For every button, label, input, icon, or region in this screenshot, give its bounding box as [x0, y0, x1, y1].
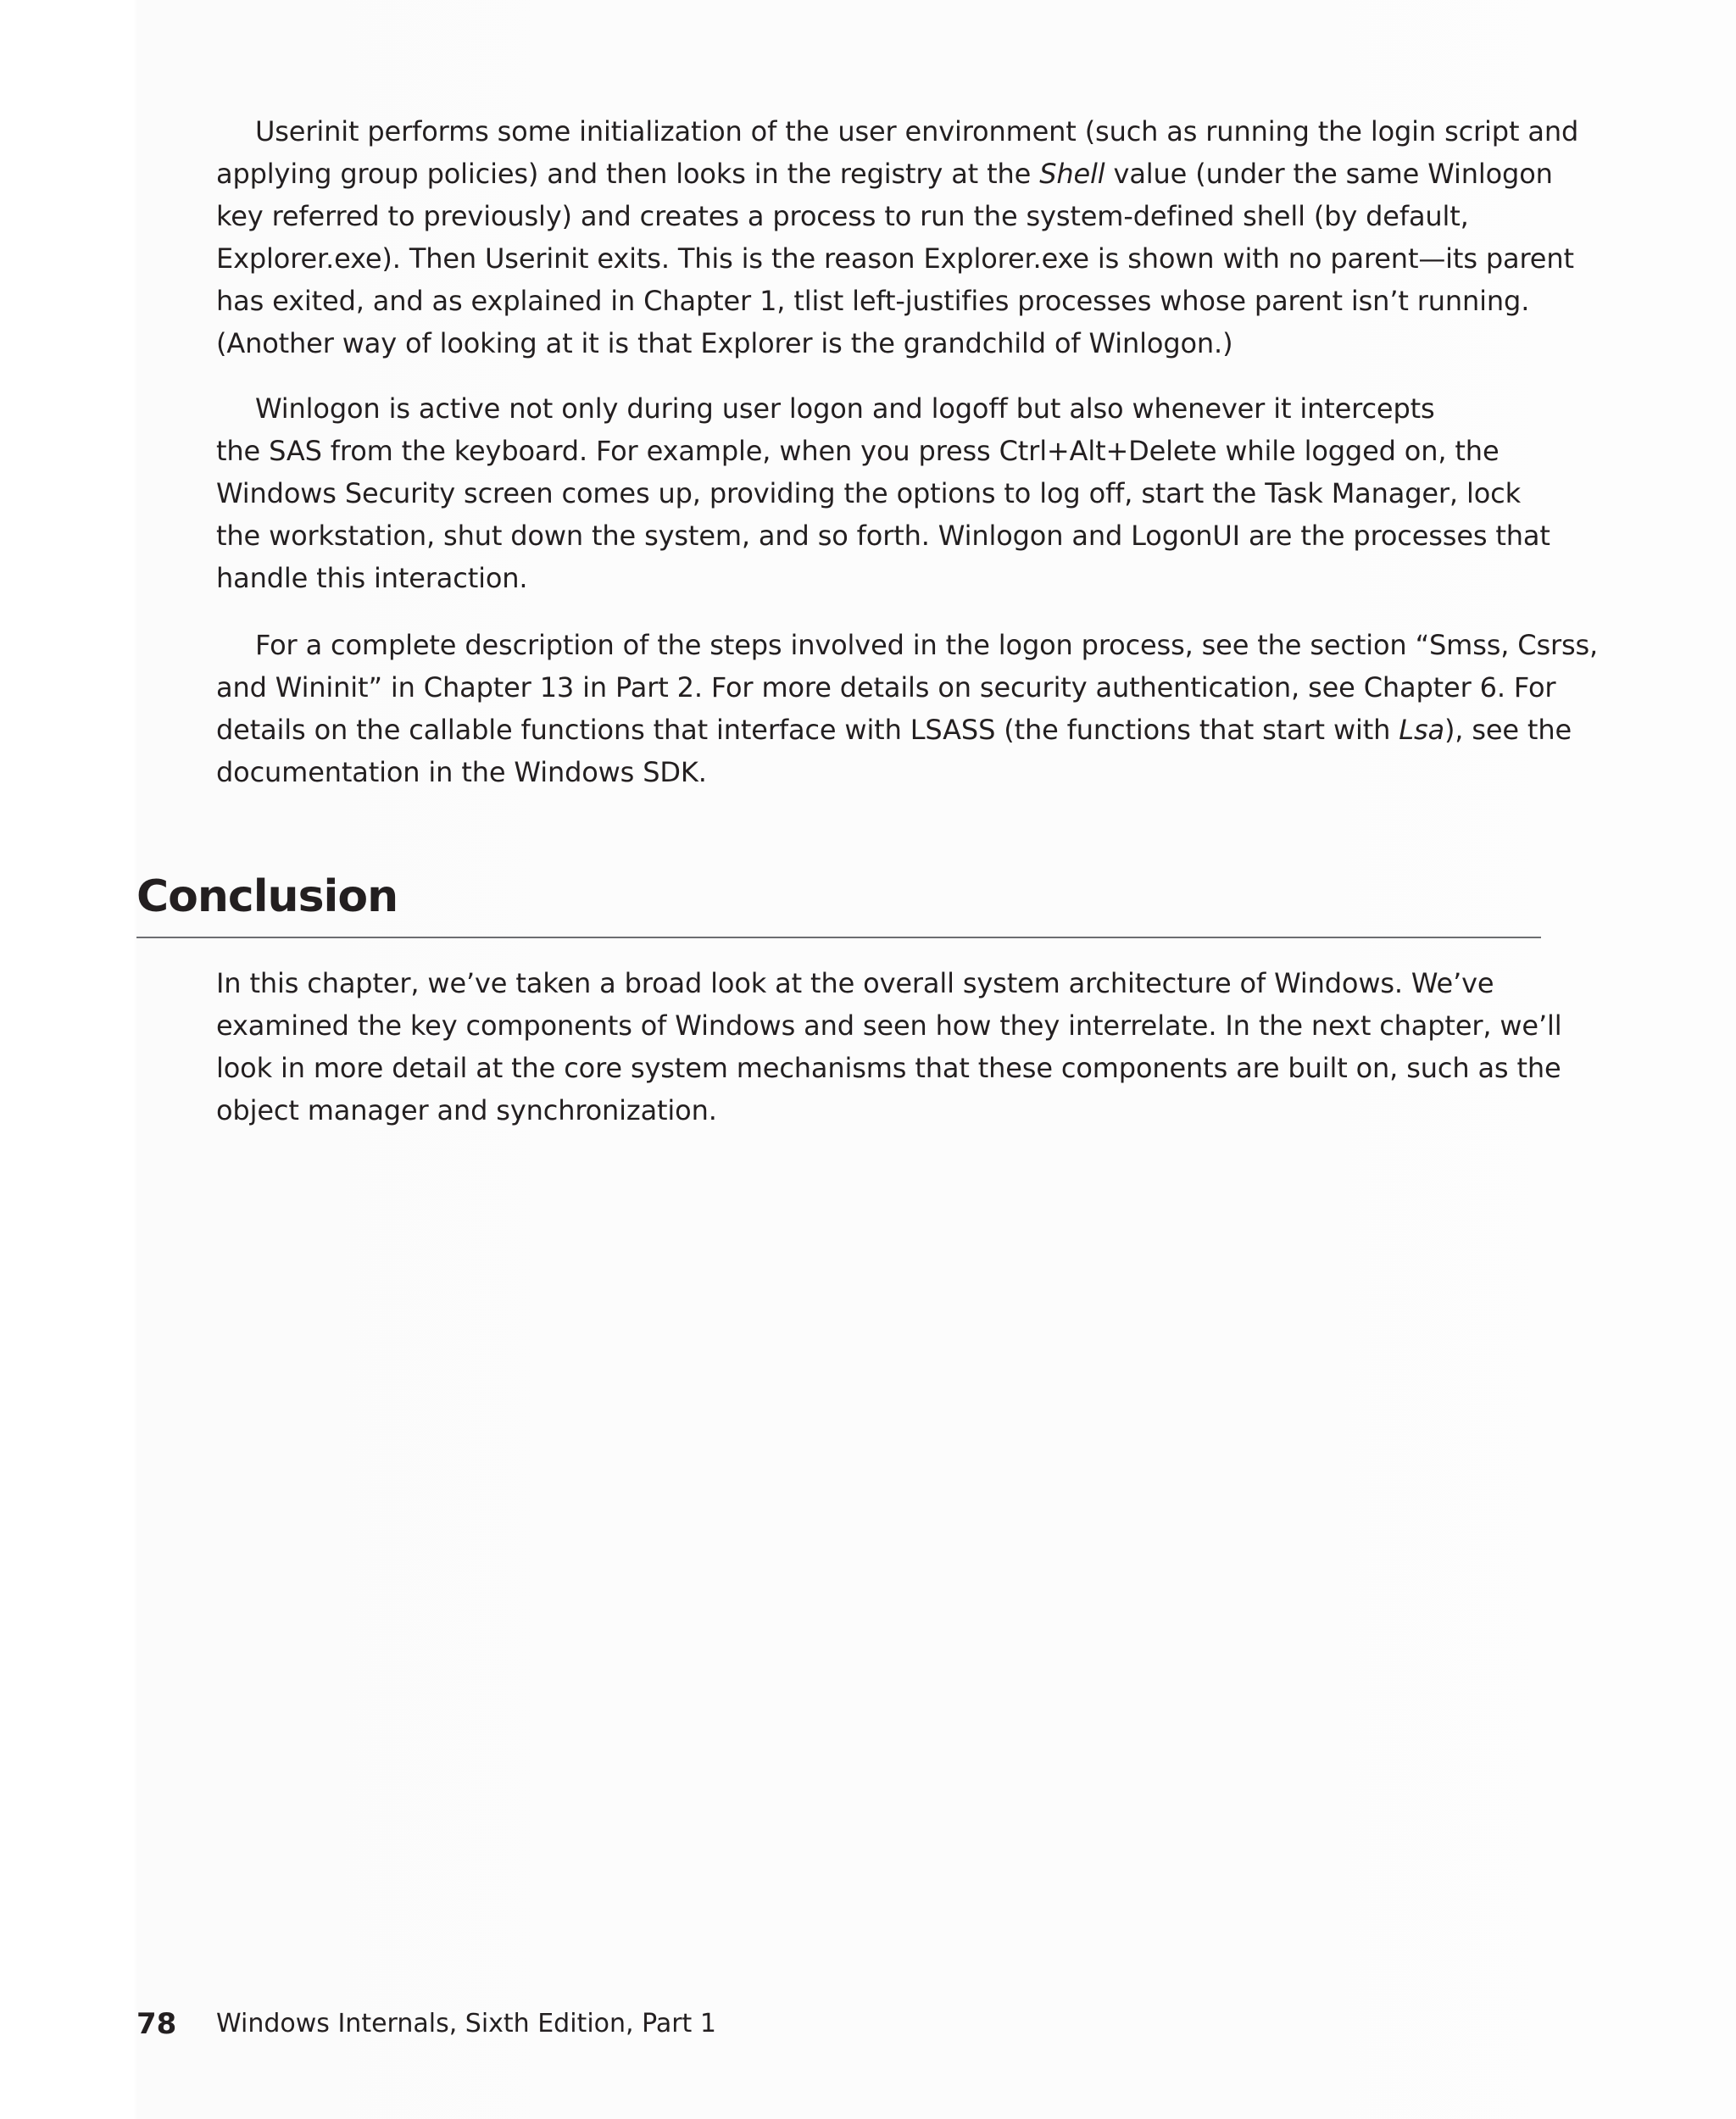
paragraph-userinit	[216, 110, 1579, 364]
text-line: object manager and synchronization.	[216, 1094, 717, 1126]
text-line: Explorer.exe). Then Userinit exits. This is the reason Explorer.exe is shown with no parent—its parent	[216, 242, 1574, 275]
text-run: applying group policies) and then looks in the registry at the	[216, 158, 1040, 190]
text-line: handle this interaction.	[216, 562, 528, 594]
page-footer	[0, 2003, 1736, 2045]
text-line	[216, 709, 1572, 751]
text-line: has exited, and as explained in Chapter 1, tlist left-justifies processes whose parent isn’t running.	[216, 285, 1530, 317]
text-line: Windows Security screen comes up, providing the options to log off, start the Task Manager, lock	[216, 477, 1521, 509]
text-line: In this chapter, we’ve taken a broad look at the overall system architecture of Windows. We’ve	[216, 967, 1494, 999]
text-line: the SAS from the keyboard. For example, when you press Ctrl+Alt+Delete while logged on, the	[216, 435, 1500, 467]
text-line	[216, 153, 1553, 195]
text-line: examined the key components of Windows and seen how they interrelate. In the next chapter, we’ll	[216, 1009, 1562, 1042]
paragraph-winlogon	[216, 387, 1550, 599]
text-line: and Wininit” in Chapter 13 in Part 2. For more details on security authentication, see Chapter 6. For	[216, 671, 1556, 704]
italic-term-shell: Shell	[1039, 158, 1105, 190]
text-line: (Another way of looking at it is that Explorer is the grandchild of Winlogon.)	[216, 327, 1233, 359]
text-line: the workstation, shut down the system, and so forth. Winlogon and LogonUI are the processes that	[216, 520, 1550, 552]
text-run: details on the callable functions that interface with LSASS (the functions that start with	[216, 714, 1399, 746]
text-line: documentation in the Windows SDK.	[216, 756, 707, 788]
text-line: Userinit performs some initialization of the user environment (such as running the login script and	[255, 115, 1579, 147]
text-line: key referred to previously) and creates a process to run the system-defined shell (by default,	[216, 200, 1469, 232]
text-line: Winlogon is active not only during user logon and logoff but also whenever it intercepts	[255, 392, 1435, 425]
text-line: For a complete description of the steps involved in the logon process, see the section “Smss, Csrss,	[255, 629, 1599, 661]
heading-divider	[136, 937, 1541, 938]
italic-term-lsa: Lsa	[1399, 714, 1444, 746]
page-number: 78	[136, 2007, 177, 2041]
paragraph-logon-process	[216, 624, 1599, 793]
paragraph-conclusion	[216, 962, 1562, 1132]
text-run: ), see the	[1444, 714, 1572, 746]
text-run: value (under the same Winlogon	[1104, 158, 1553, 190]
text-line: look in more detail at the core system mechanisms that these components are built on, such as the	[216, 1052, 1561, 1084]
section-heading: Conclusion	[136, 871, 398, 922]
running-footer-title: Windows Internals, Sixth Edition, Part 1	[216, 2009, 716, 2038]
